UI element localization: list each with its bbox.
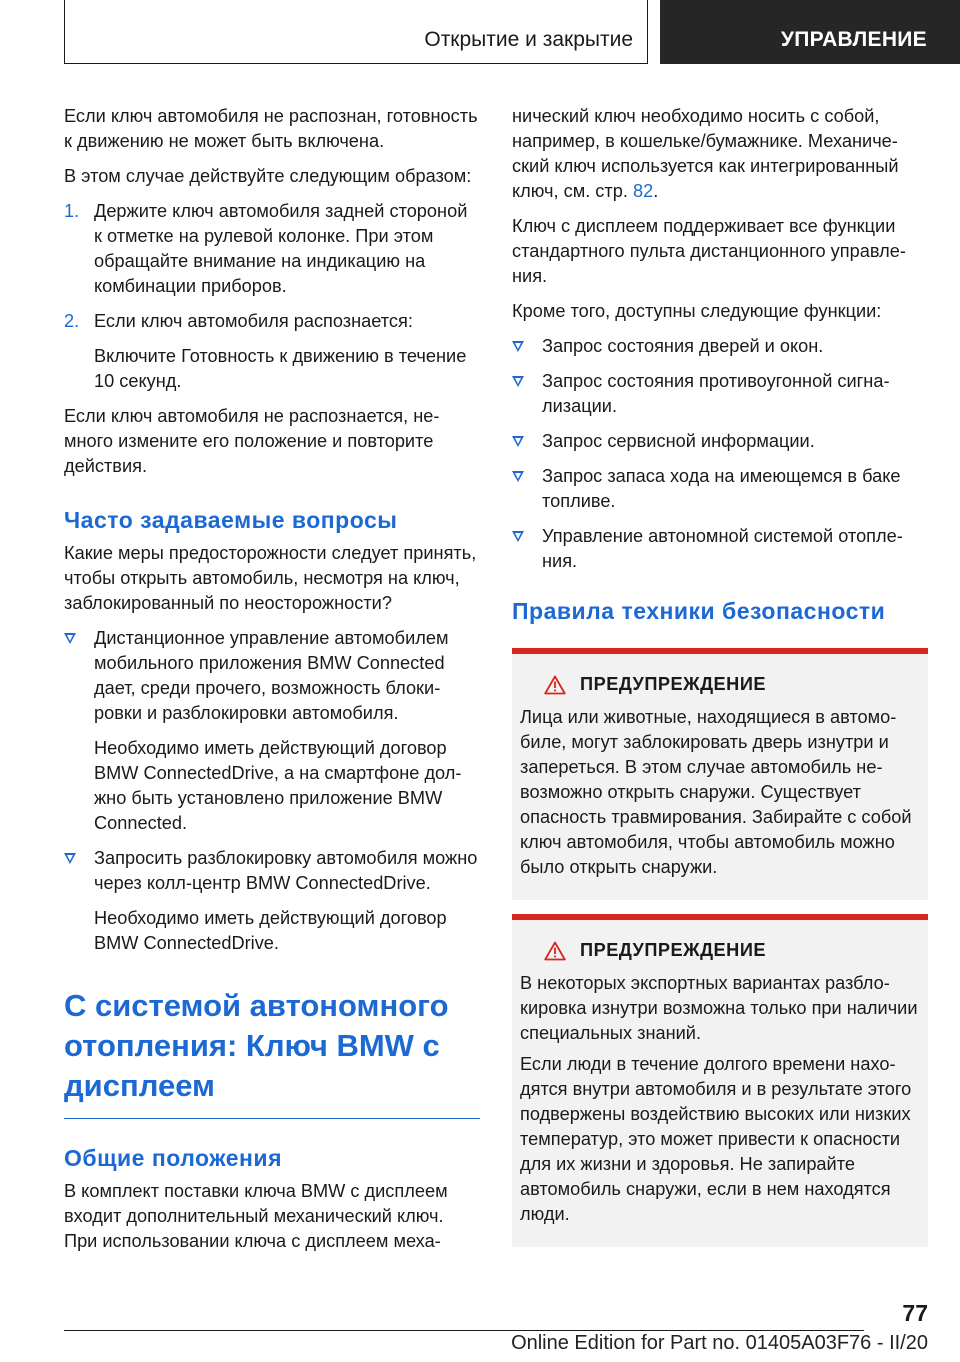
paragraph: Ключ с дисплеем поддерживает все функции стандартного пульта дистанционного управления. xyxy=(512,216,906,286)
triangle-bullet-icon xyxy=(512,341,524,352)
warning-box xyxy=(512,648,928,900)
paragraph: В этом случае действуйте следующим образом: xyxy=(64,166,472,186)
footer-edition: Online Edition for Part no. 01405A03F76 - II/20 xyxy=(511,1332,928,1354)
warning-text: Лица или животные, находящиеся в автомобиле, могут заблокировать дверь изнутри и запереться. В этом случае автомобиль невозможно открыть снаружи. Существует опасность травмирования. Забирайте с собой ключ автомобиля, чтобы автомобиль можно было открыть снаружи. xyxy=(520,707,912,877)
list-item xyxy=(512,429,928,454)
faq-heading: Часто задаваемые вопросы xyxy=(64,507,398,533)
section-title: УПРАВЛЕНИЕ xyxy=(780,28,927,51)
triangle-bullet-icon xyxy=(512,376,524,387)
warning-title xyxy=(544,940,920,961)
list-item xyxy=(512,464,928,514)
paragraph-text: нический ключ необходимо носить с собой, например, в кошельке/бумажнике. Механический ключ используется как интегрированный ключ, см. стр. xyxy=(512,106,899,201)
step-text: Держите ключ автомобиля задней стороной к отметке на рулевой колонке. При этом обращайте внимание на индикацию на комбинации приборов. xyxy=(94,201,468,296)
faq-item-text: Дистанционное управление автомобилем мобильного приложения BMW Connected дает, среди прочего, возможность блокировки и разблокировки автомобиля. xyxy=(94,628,449,723)
triangle-bullet-icon xyxy=(512,471,524,482)
safety-heading: Правила техники безопасности xyxy=(512,598,886,624)
triangle-bullet-icon xyxy=(512,436,524,447)
feature-text: Запрос состояния противоугонной сигнализации. xyxy=(542,371,890,416)
features-list xyxy=(512,334,928,574)
feature-text: Управление автономной системой отопления. xyxy=(542,526,903,571)
list-item xyxy=(512,524,928,574)
warning-triangle-icon xyxy=(544,941,566,961)
faq-list xyxy=(64,626,480,956)
faq-question: Какие меры предосторожности следует принять, чтобы открыть автомобиль, несмотря на ключ, заблокированный по неосторожности? xyxy=(64,543,477,613)
paragraph: В комплект поставки ключа BMW с дисплеем входит дополнительный механический ключ. При использовании ключа с дисплеем меха- xyxy=(64,1181,448,1251)
warning-text: В некоторых экспортных вариантах разблокировка изнутри возможна только при наличии специальных знаний. xyxy=(520,973,918,1043)
header-section-tab xyxy=(660,0,960,64)
right-column xyxy=(512,104,928,1247)
list-item xyxy=(64,626,480,836)
paragraph-end: . xyxy=(653,181,659,201)
step-number: 1. xyxy=(64,201,80,221)
triangle-bullet-icon xyxy=(64,633,76,644)
paragraph: Кроме того, доступны следующие функции: xyxy=(512,301,882,321)
chapter-title: Открытие и закрытие xyxy=(424,28,633,51)
triangle-bullet-icon xyxy=(64,853,76,864)
warning-triangle-icon xyxy=(544,675,566,695)
general-heading: Общие положения xyxy=(64,1145,282,1171)
list-item xyxy=(64,199,480,299)
steps-list xyxy=(64,199,480,394)
list-item xyxy=(512,334,928,359)
header-chapter-tab xyxy=(64,0,648,64)
feature-text: Запрос запаса хода на имеющемся в баке топливе. xyxy=(542,466,901,511)
step-text: Если ключ автомобиля распознается: xyxy=(94,311,413,331)
footer-divider xyxy=(64,1330,864,1331)
feature-text: Запрос сервисной информации. xyxy=(542,431,815,451)
step-subtext: Включите Готовность к движению в течение 10 секунд. xyxy=(94,346,467,391)
faq-item-text: Запросить разблокировку автомобиля можно через колл-центр BMW ConnectedDrive. xyxy=(94,848,478,893)
faq-item-subtext: Необходимо иметь действующий договор BMW ConnectedDrive. xyxy=(94,908,447,953)
feature-text: Запрос состояния дверей и окон. xyxy=(542,336,824,356)
warning-title-text: ПРЕДУПРЕЖДЕНИЕ xyxy=(580,674,767,694)
paragraph xyxy=(512,104,928,204)
warning-title xyxy=(544,674,920,695)
page-number: 77 xyxy=(902,1300,928,1326)
warning-title-text: ПРЕДУПРЕЖДЕНИЕ xyxy=(580,940,767,960)
list-item xyxy=(64,846,480,956)
list-item xyxy=(64,309,480,394)
section-heading: С системой автономного отопления: Ключ BMW с дисплеем xyxy=(64,986,480,1119)
paragraph: Если ключ автомобиля не распознается, немного измените его положение и повторите действия. xyxy=(64,406,440,476)
triangle-bullet-icon xyxy=(512,531,524,542)
warning-text: Если люди в течение долгого времени находятся внутри автомобиля и в результате этого подвержены воздействию высоких или низких температур, это может привести к опасности для их жизни и здоровья. Не запирайте автомобиль снаружи, если в нем находятся люди. xyxy=(520,1054,912,1224)
faq-item-subtext: Необходимо иметь действующий договор BMW ConnectedDrive, а на смартфоне должно быть установлено приложение BMW Connected. xyxy=(94,738,462,833)
page-link[interactable]: 82 xyxy=(632,181,654,201)
warning-box xyxy=(512,914,928,1247)
list-item xyxy=(512,369,928,419)
left-column xyxy=(64,104,480,1264)
paragraph: Если ключ автомобиля не распознан, готовность к движению не может быть включена. xyxy=(64,106,478,151)
step-number: 2. xyxy=(64,311,80,331)
